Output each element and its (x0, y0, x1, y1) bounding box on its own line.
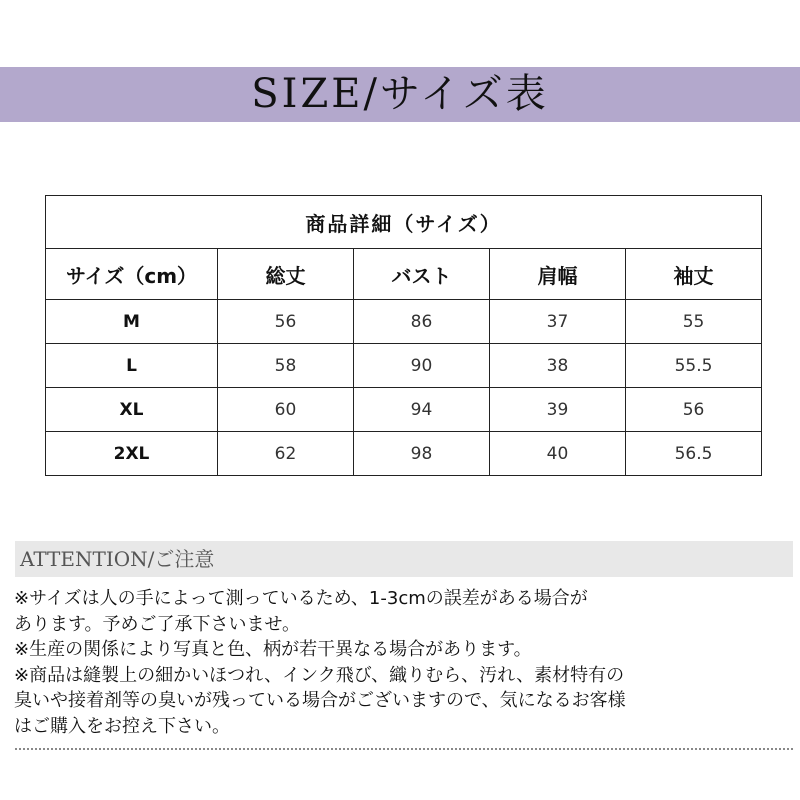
notice-line: あります。予めご了承下さいませ。 (14, 613, 301, 635)
row-size-label: 2XL (46, 432, 218, 476)
header-shoulder-width: 肩幅 (490, 249, 626, 300)
row-size-label: L (46, 344, 218, 388)
row-bust: 90 (354, 344, 490, 388)
table-caption: 商品詳細（サイズ） (46, 196, 762, 249)
header-bust: バスト (354, 249, 490, 300)
row-total-length: 56 (218, 300, 354, 344)
notice-body (14, 586, 798, 739)
row-sleeve-length: 56 (626, 388, 762, 432)
table-row (46, 300, 762, 344)
row-bust: 98 (354, 432, 490, 476)
table-header-row (46, 249, 762, 300)
row-size-label: XL (46, 388, 218, 432)
table-row (46, 432, 762, 476)
notice-line: 臭いや接着剤等の臭いが残っている場合がございますので、気になるお客様 (14, 690, 626, 711)
row-total-length: 58 (218, 344, 354, 388)
row-shoulder-width: 38 (490, 344, 626, 388)
bottom-divider (15, 748, 793, 750)
size-chart-title: SIZE/サイズ表 (251, 71, 549, 117)
row-sleeve-length: 55 (626, 300, 762, 344)
header-total-length: 総丈 (218, 249, 354, 300)
row-total-length: 60 (218, 388, 354, 432)
row-size-label: M (46, 300, 218, 344)
attention-title: ATTENTION/ご注意 (20, 547, 215, 571)
table-row (46, 388, 762, 432)
row-shoulder-width: 37 (490, 300, 626, 344)
notice-line: ※生産の関係により写真と色、柄が若干異なる場合があります。 (14, 639, 532, 660)
size-table (45, 195, 762, 476)
header-size: サイズ（cm） (46, 249, 218, 300)
row-bust: 94 (354, 388, 490, 432)
table-caption-row (46, 196, 762, 249)
table-row (46, 344, 762, 388)
row-total-length: 62 (218, 432, 354, 476)
row-bust: 86 (354, 300, 490, 344)
row-shoulder-width: 39 (490, 388, 626, 432)
notice-line: ※商品は縫製上の細かいほつれ、インク飛び、織りむら、汚れ、素材特有の (14, 664, 625, 686)
row-sleeve-length: 55.5 (626, 344, 762, 388)
row-shoulder-width: 40 (490, 432, 626, 476)
notice-line: ※サイズは人の手によって測っているため、1-3cmの誤差がある場合が (14, 588, 588, 609)
header-sleeve-length: 袖丈 (626, 249, 762, 300)
notice-line: はご購入をお控え下さい。 (14, 715, 230, 737)
row-sleeve-length: 56.5 (626, 432, 762, 476)
